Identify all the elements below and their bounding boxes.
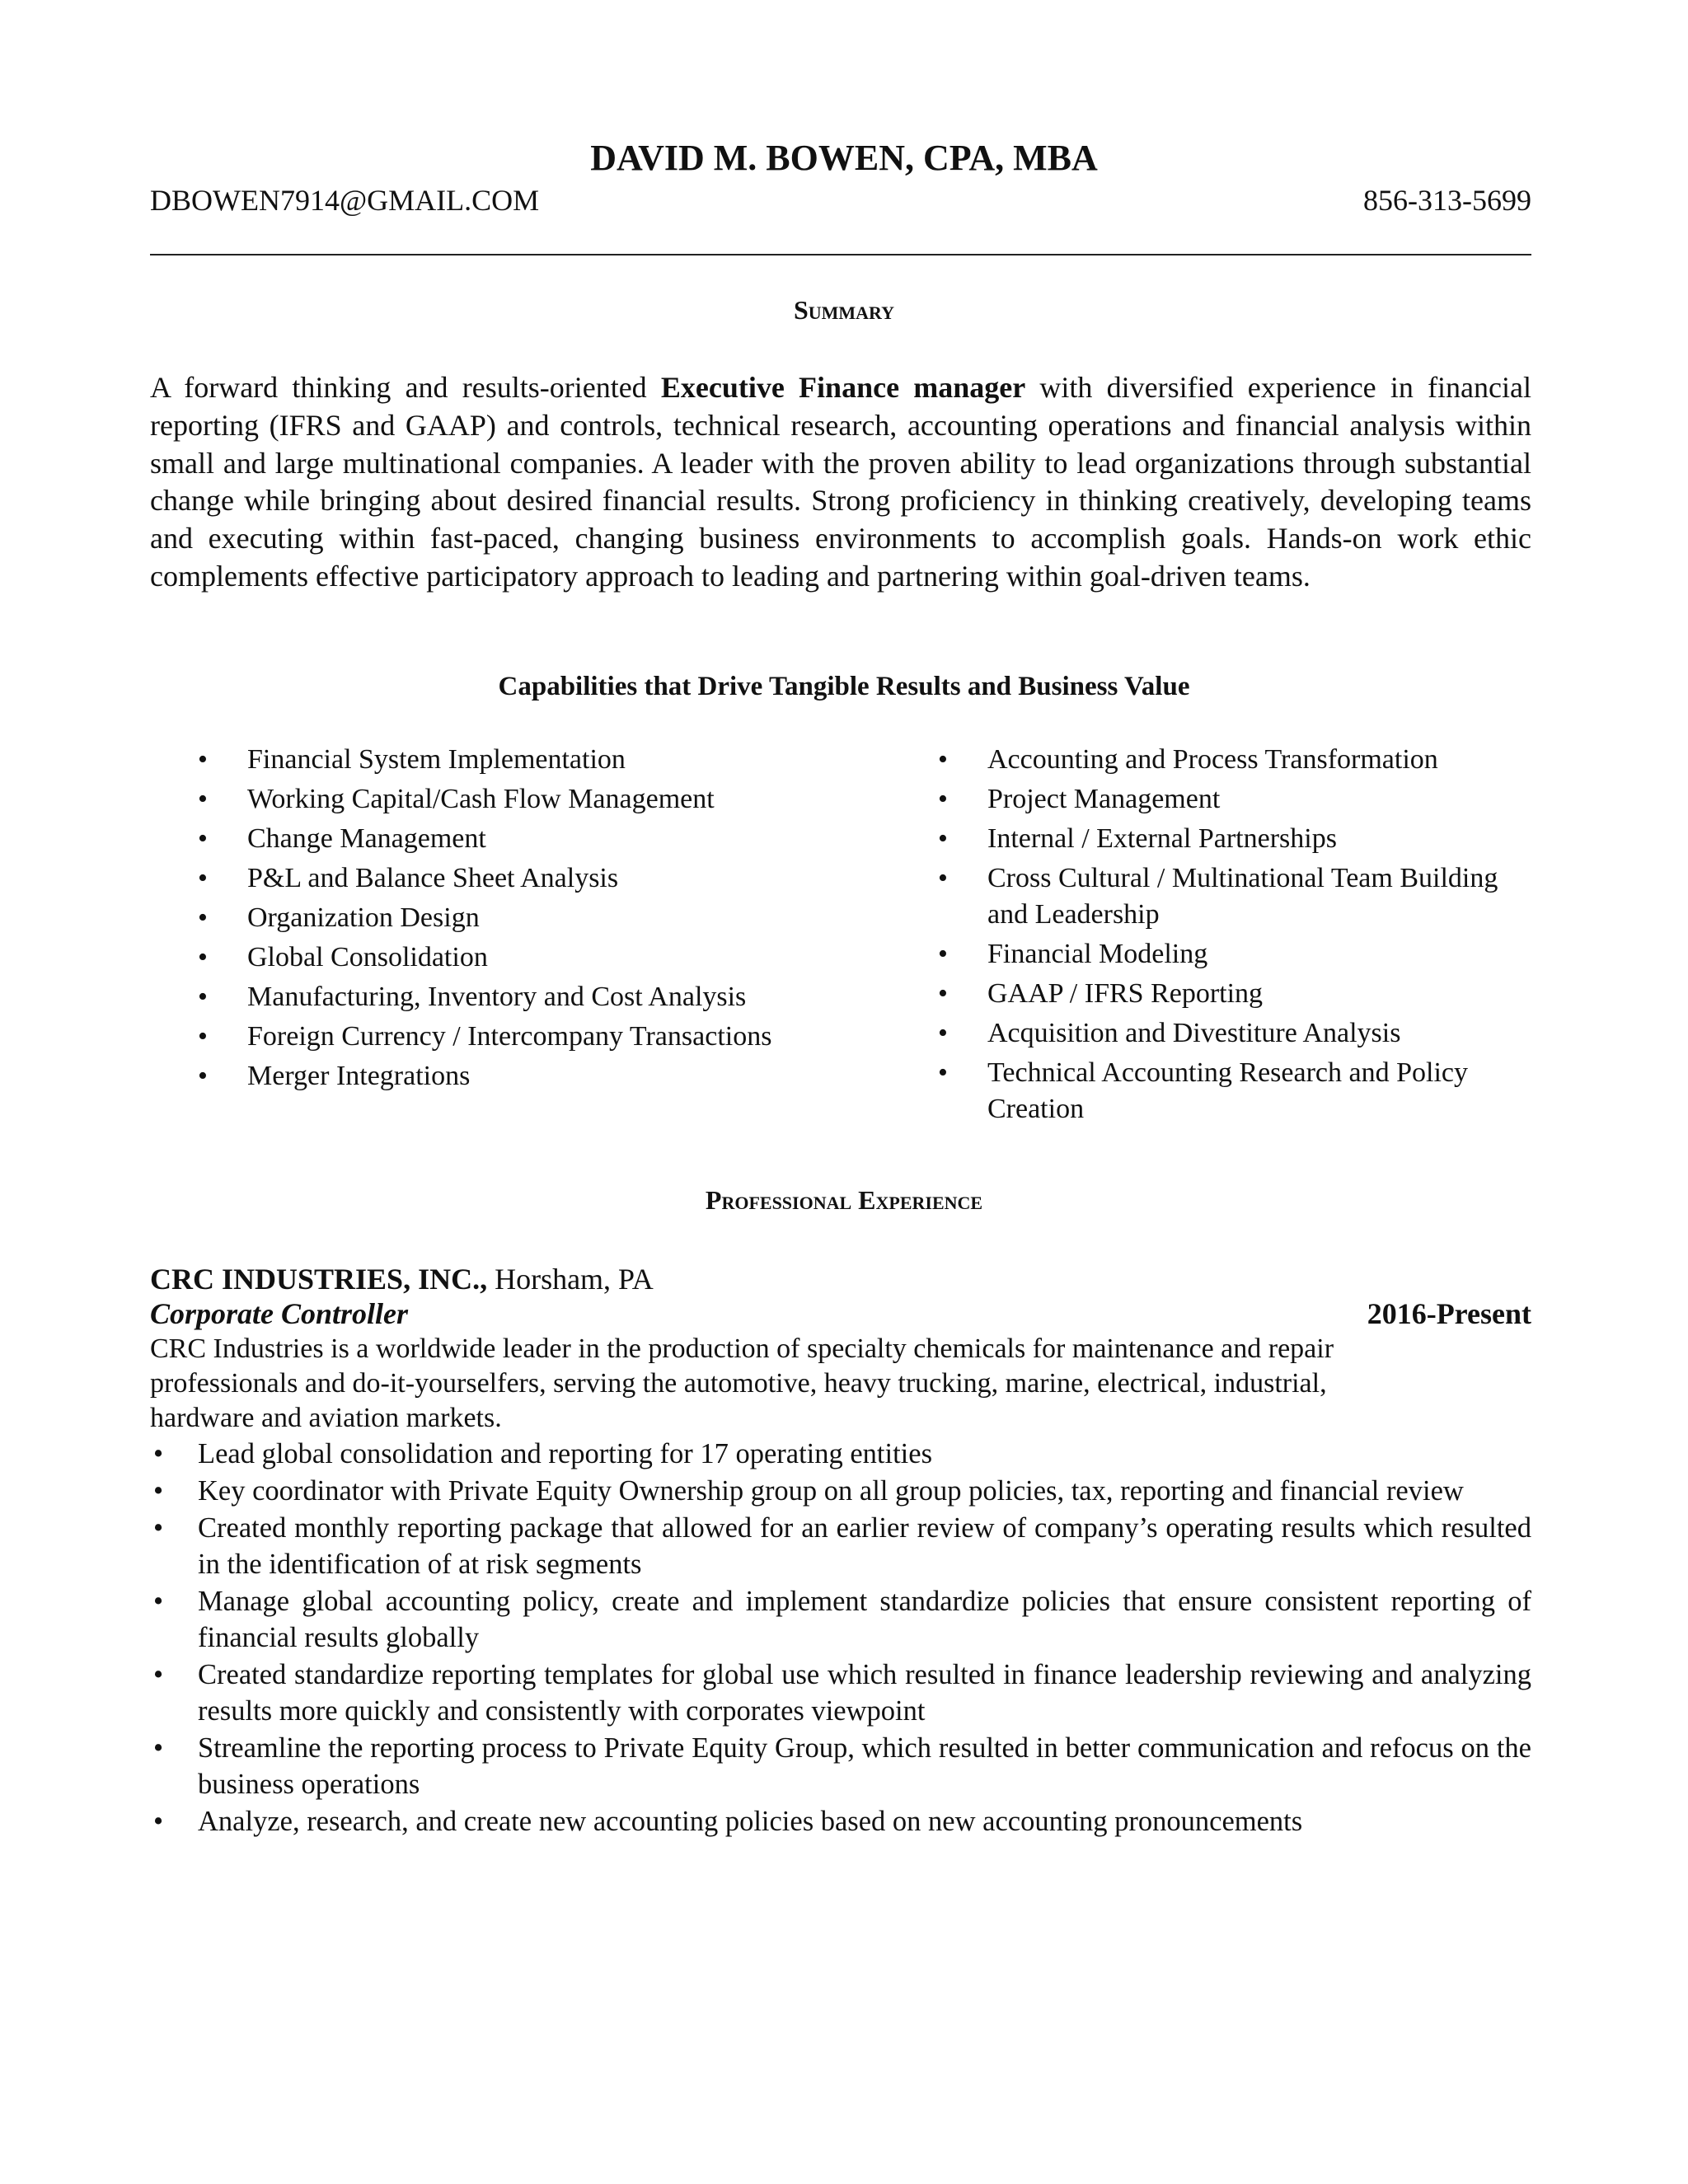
role-line xyxy=(150,1296,1531,1332)
list-item-text: Project Management xyxy=(987,784,1221,814)
list-item-text: Working Capital/Cash Flow Management xyxy=(247,784,715,814)
list-item xyxy=(150,1657,1531,1729)
list-item-text: Streamline the reporting process to Private Equity Group, which resulted in better communication and refocus on the business operations xyxy=(198,1732,1531,1800)
list-item xyxy=(938,976,1531,1012)
bullet-icon: • xyxy=(153,1806,164,1837)
bullet-icon: • xyxy=(198,1061,208,1091)
list-item xyxy=(198,821,824,857)
job-title: Corporate Controller xyxy=(150,1297,409,1330)
list-item xyxy=(198,940,824,976)
header-divider xyxy=(150,254,1531,255)
bullet-icon: • xyxy=(938,978,948,1009)
company-line xyxy=(150,1261,654,1297)
list-item-text: Accounting and Process Transformation xyxy=(987,744,1438,775)
summary-text-start: A forward thinking and results-oriented xyxy=(150,371,661,404)
experience-heading: Professional Experience xyxy=(705,1185,983,1215)
bullet-icon: • xyxy=(198,784,208,814)
capabilities-right-list xyxy=(938,742,1531,1131)
list-item-text: Technical Accounting Research and Policy Creation xyxy=(987,1057,1468,1124)
bullet-icon: • xyxy=(198,942,208,972)
list-item xyxy=(938,1055,1531,1127)
list-item xyxy=(198,781,824,818)
candidate-name: DAVID M. BOWEN, CPA, MBA xyxy=(590,138,1098,178)
list-item-text: GAAP / IFRS Reporting xyxy=(987,978,1264,1009)
list-item xyxy=(938,936,1531,972)
experience-bullets xyxy=(150,1436,1531,1840)
list-item xyxy=(938,781,1531,818)
bullet-icon: • xyxy=(938,744,948,775)
list-item xyxy=(150,1803,1531,1840)
bullet-icon: • xyxy=(198,863,208,893)
summary-paragraph xyxy=(150,369,1531,596)
list-item-text: Analyze, research, and create new accounting policies based on new accounting pronouncements xyxy=(198,1806,1303,1837)
list-item-text: Acquisition and Divestiture Analysis xyxy=(987,1018,1401,1048)
company-description: CRC Industries is a worldwide leader in the production of specialty chemicals for maintenance and repair professionals and do-it-yourselfers, serving the automotive, heavy trucking, marine, electrical, industrial, hardware and aviation markets. xyxy=(150,1333,1334,1433)
list-item xyxy=(938,821,1531,857)
job-dates: 2016-Present xyxy=(1367,1297,1531,1330)
bullet-icon: • xyxy=(938,1057,948,1088)
list-item xyxy=(938,742,1531,778)
list-item xyxy=(198,979,824,1015)
list-item-text: Change Management xyxy=(247,823,486,854)
list-item xyxy=(150,1510,1531,1582)
list-item xyxy=(198,742,824,778)
list-item xyxy=(938,1015,1531,1052)
summary-heading: Summary xyxy=(793,295,895,325)
list-item-text: Manufacturing, Inventory and Cost Analysis xyxy=(247,982,747,1012)
list-item xyxy=(198,1019,824,1055)
bullet-icon: • xyxy=(938,823,948,854)
list-item xyxy=(150,1583,1531,1656)
summary-highlight: Executive Finance manager xyxy=(660,371,1026,404)
capabilities-heading: Capabilities that Drive Tangible Results and Business Value xyxy=(498,672,1190,701)
list-item-text: Global Consolidation xyxy=(247,942,488,972)
bullet-icon: • xyxy=(153,1732,164,1764)
bullet-icon: • xyxy=(938,1018,948,1048)
company-name: CRC INDUSTRIES, INC., xyxy=(150,1263,488,1296)
list-item-text: Created monthly reporting package that allowed for an earlier review of company’s operating results which resulted in the identification of at risk segments xyxy=(198,1512,1531,1580)
list-item xyxy=(150,1473,1531,1509)
company-location: Horsham, PA xyxy=(487,1263,654,1296)
bullet-icon: • xyxy=(153,1586,164,1617)
list-item xyxy=(150,1436,1531,1472)
bullet-icon: • xyxy=(938,863,948,893)
bullet-icon: • xyxy=(198,902,208,933)
phone-number: 856-313-5699 xyxy=(1363,184,1531,217)
list-item-text: Created standardize reporting templates for global use which resulted in finance leadership reviewing and analyzing results more quickly and consistently with corporates viewpoint xyxy=(198,1659,1531,1727)
list-item-text: Lead global consolidation and reporting for 17 operating entities xyxy=(198,1438,933,1469)
list-item-text: Financial Modeling xyxy=(987,939,1208,969)
bullet-icon: • xyxy=(938,784,948,814)
list-item xyxy=(198,860,824,897)
contact-line xyxy=(150,181,1531,219)
list-item-text: P&L and Balance Sheet Analysis xyxy=(247,863,619,893)
bullet-icon: • xyxy=(198,823,208,854)
list-item-text: Internal / External Partnerships xyxy=(987,823,1337,854)
list-item-text: Financial System Implementation xyxy=(247,744,626,775)
bullet-icon: • xyxy=(153,1475,164,1507)
list-item-text: Cross Cultural / Multinational Team Building and Leadership xyxy=(987,863,1498,930)
summary-text-rest: with diversified experience in financial reporting (IFRS and GAAP) and controls, technical research, accounting operations and financial analysis within small and large multinational companies. A leader with the proven ability to lead organizations through substantial change while bringing about desired financial results. Strong proficiency in thinking creatively, developing teams and executing within fast-paced, changing business environments to accomplish goals. Hands-on work ethic complements effective participatory approach to leading and partnering within goal-driven teams. xyxy=(150,371,1531,593)
list-item-text: Organization Design xyxy=(247,902,480,933)
bullet-icon: • xyxy=(198,982,208,1012)
email-address[interactable]: DBOWEN7914@GMAIL.COM xyxy=(150,184,540,217)
list-item-text: Manage global accounting policy, create and implement standardize policies that ensure consistent reporting of financial results globally xyxy=(198,1586,1531,1653)
bullet-icon: • xyxy=(198,1021,208,1052)
list-item-text: Merger Integrations xyxy=(247,1061,471,1091)
list-item xyxy=(198,1058,824,1094)
list-item xyxy=(938,860,1531,933)
bullet-icon: • xyxy=(153,1512,164,1544)
bullet-icon: • xyxy=(153,1438,164,1469)
bullet-icon: • xyxy=(198,744,208,775)
list-item xyxy=(150,1730,1531,1802)
bullet-icon: • xyxy=(153,1659,164,1690)
bullet-icon: • xyxy=(938,939,948,969)
capabilities-left-list xyxy=(198,742,824,1098)
list-item-text: Foreign Currency / Intercompany Transactions xyxy=(247,1021,772,1052)
list-item-text: Key coordinator with Private Equity Ownership group on all group policies, tax, reporting and financial review xyxy=(198,1475,1464,1507)
list-item xyxy=(198,900,824,936)
